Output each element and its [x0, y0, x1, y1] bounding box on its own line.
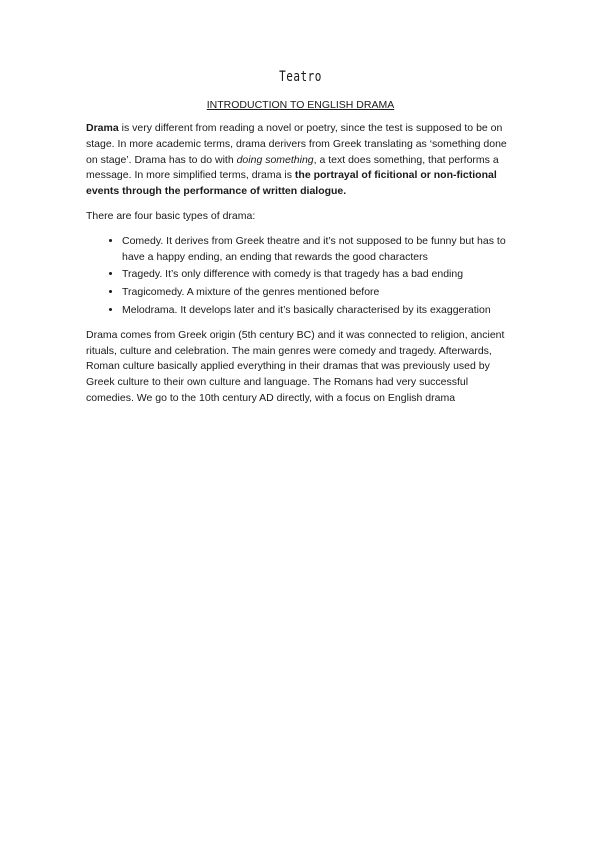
document-title: Teatro — [279, 68, 322, 85]
drama-term: Drama — [86, 122, 119, 134]
types-intro-paragraph: There are four basic types of drama: — [86, 209, 256, 222]
history-paragraph: Drama comes from Greek origin (5th century BC) and it was connected to religion, ancient rituals, culture and celebration. The main genres were comedy and tragedy. Afterwards, Roman culture basically applied everything in their dramas that was previously used by Greek culture to their own culture and language. The Romans had very successful comedies. We go to the 10th century AD directly, with a focus on English drama — [86, 328, 505, 404]
drama-definition: the portrayal of ficitional or non-fictional events through the performance of written dialogue. — [86, 169, 497, 198]
intro-paragraph — [86, 121, 515, 200]
list-item: • Melodrama. It develops later and it’s basically characterised by its exaggeration — [122, 303, 515, 319]
drama-types-list — [86, 234, 515, 319]
intro-italic: doing something — [236, 153, 314, 166]
intro-text-a: is very different from reading a novel or poetry, since the test is supposed to be on stage. In more academic terms, drama derivers from Greek translating as ‘something done on stage’. Drama has to do with — [86, 122, 507, 166]
list-item: • Tragicomedy. A mixture of the genres mentioned before — [122, 285, 515, 301]
intro-text-b: , a text does something, that performs a message. In more simplified terms, drama is — [86, 153, 499, 182]
document-subtitle: INTRODUCTION TO ENGLISH DRAMA — [206, 99, 395, 111]
list-item: • Tragedy. It’s only difference with comedy is that tragedy has a bad ending — [122, 267, 515, 283]
list-item: • Comedy. It derives from Greek theatre and it’s not supposed to be funny but has to have a happy ending, an ending that rewards the good characters — [122, 234, 515, 266]
